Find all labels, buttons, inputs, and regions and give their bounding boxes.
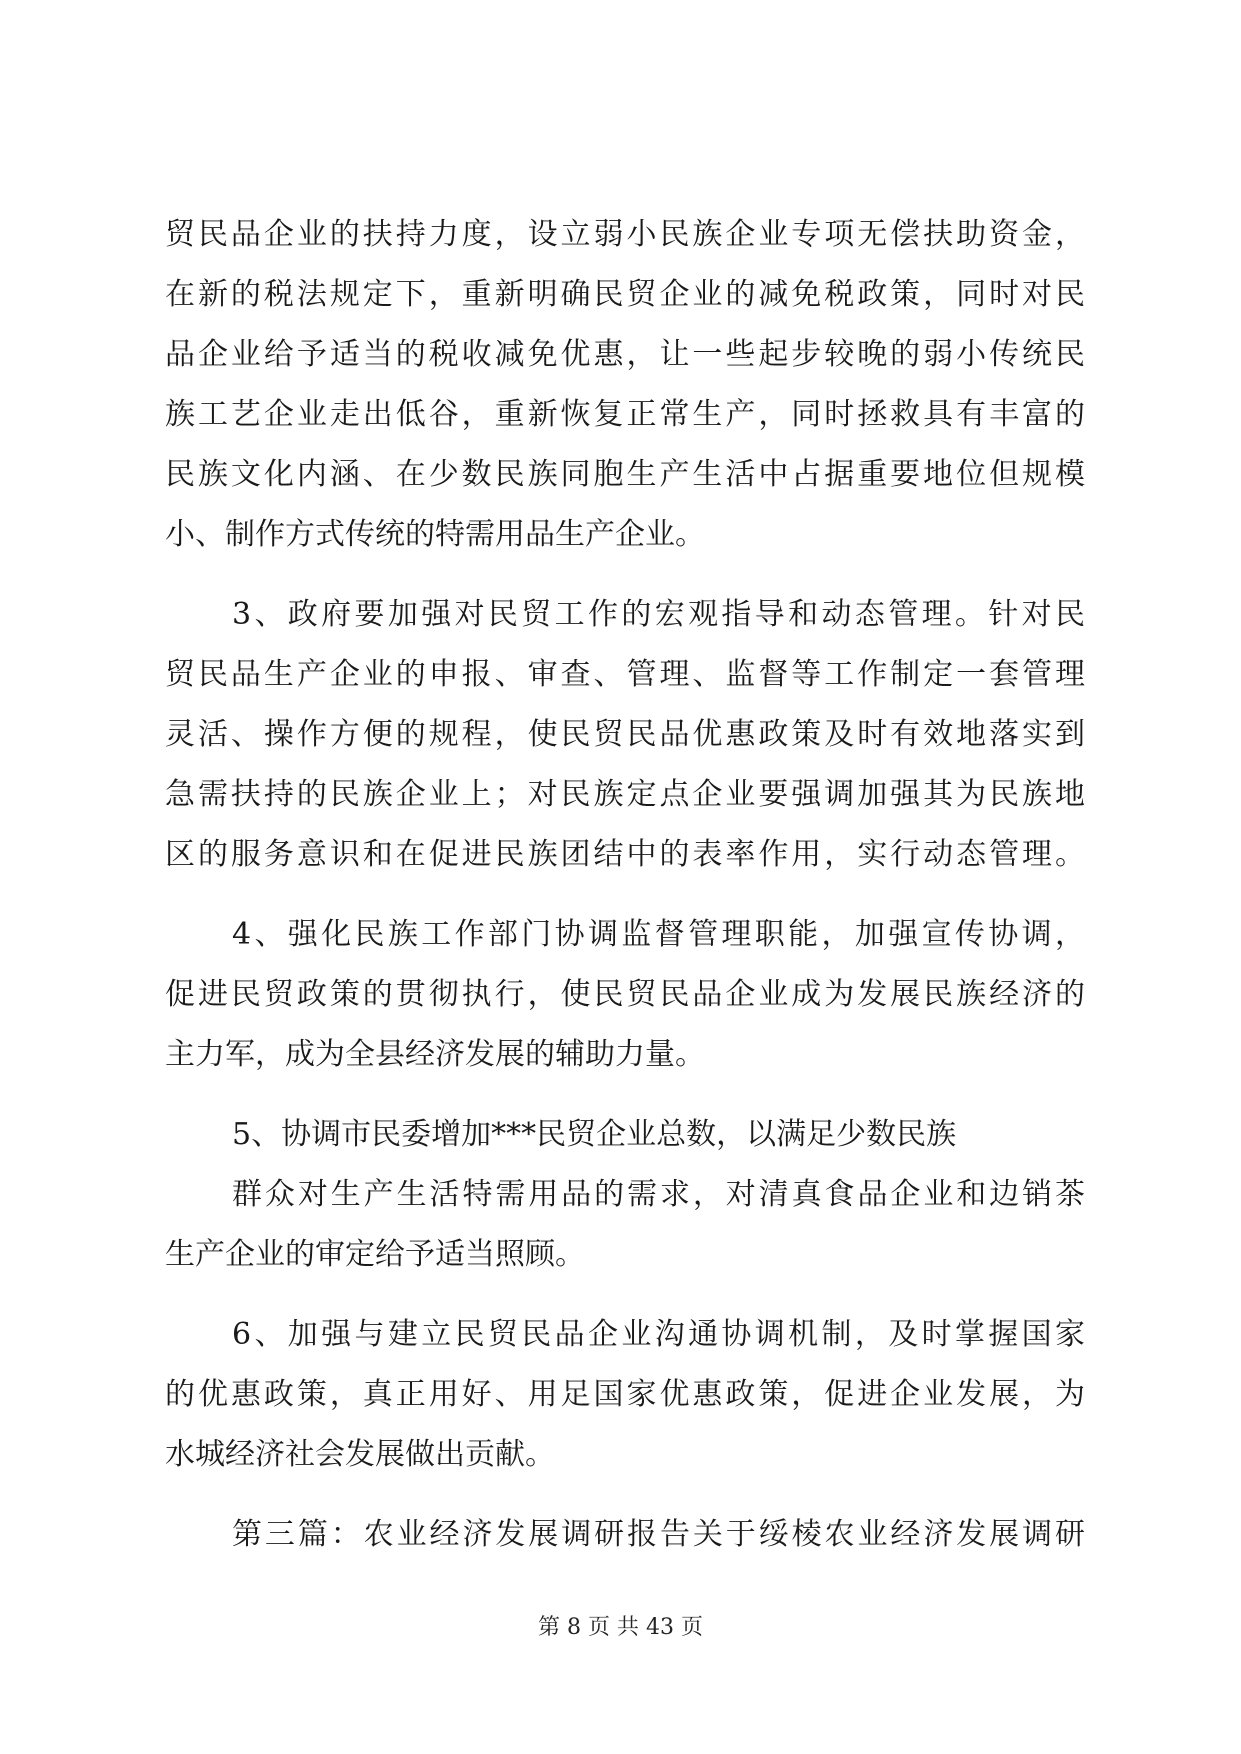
text-line-19: 的优惠政策，真正用好、用足国家优惠政策，促进企业发展，为 (165, 1377, 1085, 1412)
text-line-14: 主力军，成为全县经济发展的辅助力量。 (165, 1037, 705, 1072)
text-line-8: 贸民品生产企业的申报、审查、管理、监督等工作制定一套管理 (165, 657, 1085, 692)
text-line-9: 灵活、操作方便的规程，使民贸民品优惠政策及时有效地落实到 (165, 717, 1085, 752)
text-line-13: 促进民贸政策的贯彻执行，使民贸民品企业成为发展民族经济的 (165, 977, 1085, 1012)
text-line-15: 5、协调市民委增加***民贸企业总数，以满足少数民族 (232, 1117, 957, 1152)
page-number-footer: 第 8 页 共 43 页 (538, 1615, 703, 1640)
text-line-11: 区的服务意识和在促进民族团结中的表率作用，实行动态管理。 (165, 837, 1085, 872)
text-line-16: 群众对生产生活特需用品的需求，对清真食品企业和边销茶 (232, 1177, 1085, 1212)
text-line-6: 小、制作方式传统的特需用品生产企业。 (165, 517, 705, 552)
text-line-12: 4、强化民族工作部门协调监督管理职能，加强宣传协调， (232, 917, 1085, 952)
text-line-7: 3、政府要加强对民贸工作的宏观指导和动态管理。针对民 (232, 597, 1085, 632)
section-heading-line: 第三篇：农业经济发展调研报告关于绥棱农业经济发展调研 (232, 1517, 1085, 1552)
text-line-10: 急需扶持的民族企业上；对民族定点企业要强调加强其为民族地 (165, 777, 1085, 812)
text-line-2: 在新的税法规定下，重新明确民贸企业的减免税政策，同时对民 (165, 277, 1085, 312)
text-line-3: 品企业给予适当的税收减免优惠，让一些起步较晚的弱小传统民 (165, 337, 1085, 372)
text-line-5: 民族文化内涵、在少数民族同胞生产生活中占据重要地位但规模 (165, 457, 1085, 492)
text-line-18: 6、加强与建立民贸民品企业沟通协调机制，及时掌握国家 (232, 1317, 1085, 1352)
text-line-20: 水城经济社会发展做出贡献。 (165, 1437, 555, 1472)
text-line-4: 族工艺企业走出低谷，重新恢复正常生产，同时拯救具有丰富的 (165, 397, 1085, 432)
text-line-1: 贸民品企业的扶持力度，设立弱小民族企业专项无偿扶助资金， (165, 217, 1085, 252)
text-line-17: 生产企业的审定给予适当照顾。 (165, 1237, 585, 1272)
